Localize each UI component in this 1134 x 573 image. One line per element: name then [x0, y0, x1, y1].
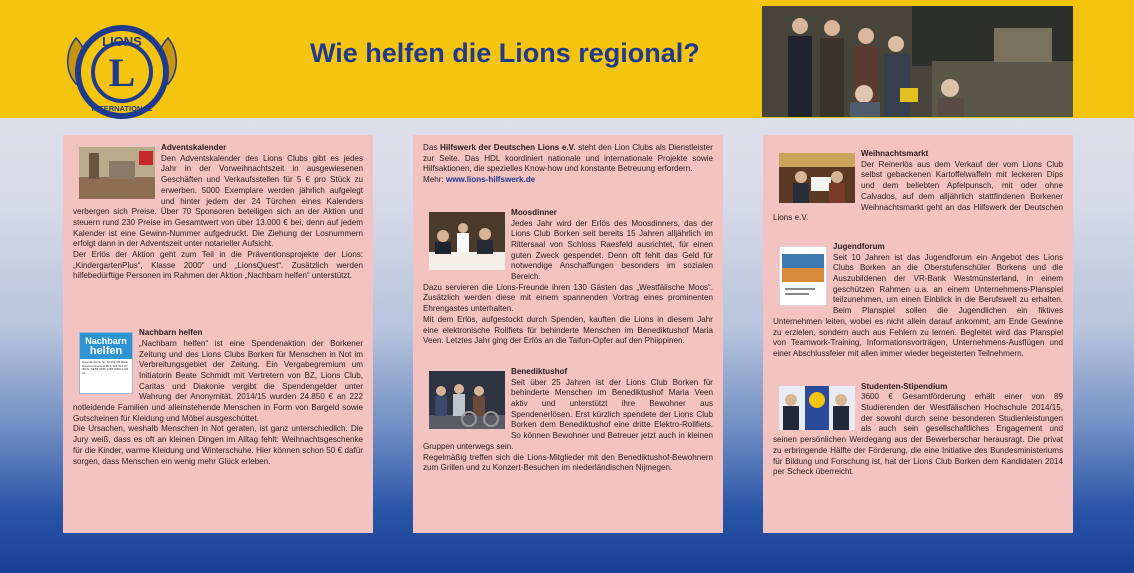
lions-logo [62, 22, 182, 122]
article-nachbarn-helfen [73, 328, 363, 467]
article-weihnachtsmarkt [773, 149, 1063, 224]
text-stipendium: 3600 € Gesamtförderung erhält einer von 89 Studierenden der Westfälischen Hochschule 2014/15, der sowohl durch seine besonderen Studienleistungen als auch sein gesellschaftliches Engagement und seinen persönlichen Werdegang aus der Bewerberschar herausragt. Die privat zu erbringende Hälfte der Förderung, die eine Initiative des Bundesministeriums für Bildung und Forschung ist, hat der Lions Club Borken dem Kandidaten 2014 per Scheck überreicht. [773, 392, 1063, 477]
column-right [763, 135, 1073, 533]
text-adventskalender-2: Der Erlös der Aktion geht zum Teil in die Präventionsprojekte der Lions: „KindergartenPlus“, Klasse 2000“ und „LionsQuest“. Zusätzlich werden hilfebedürftige Personen im Rahmen der Aktion „Nachbarn helfen“ unterstützt. [73, 250, 363, 281]
article-moosdinner [423, 208, 713, 347]
badge-word-1: Nachbarn [85, 336, 127, 347]
stipendium-photo [779, 386, 855, 430]
badge-top-stripe [80, 333, 132, 359]
heading-moosdinner: Moosdinner [511, 207, 557, 217]
text-nachbarn-helfen: „Nachbarn helfen“ ist eine Spendenaktion der Borkener Zeitung und des Lions Clubs Borken für Menschen in Not im Verbreitungsgebiet der Zeitung. Ein Vergabegremium um Initiatorin Beate Schmidt mit Vertretern von BZ, Lions Club, Caritas und Diakonie vergibt die Spendengelder unter Wahrung der Anonymität. 2014/15 wurden 24.850 € an 222 notleidende Familien und alleinstehende Menschen in Form von Bargeld sowie Gutscheinen für Kleidung und Möbel ausgeschüttet. [73, 338, 363, 423]
heading-benediktushof: Benediktushof [511, 366, 568, 376]
text-jugendforum: Seit 10 Jahren ist das Jugendforum ein Angebot des Lions Clubs Borken an die Oberstufenschüler Borkens und die Auszubildenen der VR-Bank Westmünsterland, in einem geschützen Rahmen u.a. an einem Unternehmens-Planspiel teilzunehmen, um einen Einblick in die Berufswelt zu erhalten. Beim Planspiel sollen die Jugendlichen ein fiktives Unternehmen leiten, wobei es nicht allein darauf ankommt, am Ende Gewinne zu erzielen, sondern auch aus Fehlern zu lernen. Begleitet wird das Planspiel von Teamwork-Training, Informationsvorträgen, Unternehmens-Ausflügen und einer Abschlussfeier mit allen immer wieder begeisterten Teilnehmern. [773, 252, 1063, 358]
article-benediktushof [423, 367, 713, 474]
heading-stipendium: Studenten-Stipendium [861, 381, 948, 391]
text-adventskalender: Den Adventskalender des Lions Clubs gibt es jedes Jahr in der Vorweihnachtszeit in ausgewiesenen Geschäften und Verkaufsstellen für 5 € pro Stück zu erwerben. 5000 Exemplare werden jährlich aufgelegt und hinter jedem der 24 Türchen eines Kalenders verbergen sich Preise. Über 70 Sponsoren beteiligen sich an der Aktion und steuern rund 230 Preise im Gesamtwert von über 13.000 € bei, denn auf jedem Kalender ist eine Gewinn-Nummer aufgedruckt. Die Ziehung der Losnummern erfolgt dann in der Adventszeit unter notarieller Aufsicht. [73, 153, 363, 249]
moosdinner-photo [429, 212, 505, 270]
hdl-more [423, 175, 713, 186]
benediktushof-photo [429, 371, 505, 429]
hilfswerk-link[interactable]: www.lions-hilfswerk.de [445, 175, 536, 185]
text-moosdinner-2: Dazu servieren die Lions-Freunde ihren 130 Gästen das „Westfälische Moos“. Zusätzlich werden diese mit einem spannenden Vortrag eines prominenten Ehrengastes unterhalten. [423, 282, 713, 314]
badge-word-2: helfen [89, 345, 123, 358]
heading-weihnachtsmarkt: Weihnachtsmarkt [861, 149, 929, 158]
jugendforum-brochure [779, 246, 827, 306]
logo-top-text: LIONS [102, 34, 142, 49]
hdl-post: steht den Lion Clubs als Dienstleister zur Seite. Das HDL koordiniert nationale und internationale Projekte sowie Hilfsaktionen, die spezielles Know-how und konstante Betreuung erfordern. [423, 143, 713, 174]
text-benediktushof-2: Regelmäßig treffen sich die Lions-Mitglieder mit den Benediktushof-Bewohnern zum Grillen und zu Konzert-Besuchen im niederländischen Nijmegen. [423, 452, 713, 473]
text-moosdinner: Jedes Jahr wird der Erlös des Moosdinners, das der Lions Club Borken seit bereits 15 Jahren alljährlich im Rittersaal von Schloss Raesfeld ausrichtet, für einen guten Zweck gespendet. Denn oft fehlt das Geld für notwendige Anschaffungen besonders im sozialen Bereich. [511, 218, 713, 282]
text-nachbarn-helfen-2: Die Ursachen, weshalb Menschen in Not geraten, ist ganz unterschiedlich. Die Jury weiß, dass es oft an kleinen Dingen im Alltag fehlt: Weihnachtsgeschenke für die Kinder, warme Kleidung und Winterschuhe. Hier können schon 50 € dafür sorgen, dass Menschen ein wenig mehr Glück erleben. [73, 424, 363, 466]
article-stipendium [773, 382, 1063, 478]
heading-jugendforum: Jugendforum [833, 241, 885, 251]
column-left [63, 135, 373, 533]
heading-adventskalender: Adventskalender [161, 143, 227, 152]
logo-letter: L [108, 50, 136, 95]
text-benediktushof: Seit über 25 Jahren ist der Lions Club Borken für behinderte Menschen im Benediktushof Maria Veen aktiv und unterstützt ihre Bewohner aus Spendenerlösen. Erst kürzlich spendete der Lions Club Borken dem Benediktushof eine dritte Elektro-Rollfiets. So können Bewohner und Betreuer jetzt auch in kleinen Gruppen unterwegs sein. [423, 377, 713, 451]
article-adventskalender [73, 143, 363, 282]
text-weihnachtsmarkt: Der Reinerlös aus dem Verkauf der vom Lions Club selbst gebackenen Kartoffelwaffeln mit leckeren Dips und dem beliebten Apfelpunsch, mit oder ohne Calvados, auf dem alljährlich stattfindenen Borkener Weihnachtsmarkt geht an das Hilfswerk der Deutschen Lions e.V. [773, 159, 1063, 223]
text-hilfswerk [423, 143, 713, 175]
badge-small-print: Spendenkonto Nr. 12341 VR-Bank Westmünsterland BLZ 428 613 87 IBAN: DE59 4286 1387 0000 0123 41 [82, 360, 129, 375]
heading-nachbarn-helfen: Nachbarn helfen [139, 328, 203, 338]
logo-bottom-text: INTERNATIONAL [91, 104, 153, 113]
text-moosdinner-3: Mit dem Erlös, aufgestockt durch Spenden, kauften die Lions in diesem Jahr eine elektronische Rollfiets für behinderte Menschen im Benediktushof Maria Veen. Letztes Jahr ging der Erlös an die Taifun-Opfer auf den Phiippinen. [423, 314, 713, 346]
hdl-pre: Das [423, 143, 440, 152]
group-photo [762, 6, 1073, 117]
more-label: Mehr: [423, 175, 446, 185]
hdl-name: Hilfswerk der Deutschen Lions e.V. [439, 143, 576, 152]
article-hilfswerk [423, 143, 713, 186]
advent-calendar-photo [79, 147, 155, 199]
nachbarn-helfen-badge [79, 332, 133, 394]
weihnachtsmarkt-photo [779, 153, 855, 203]
page-title: Wie helfen die Lions regional? [310, 38, 700, 68]
article-jugendforum [773, 242, 1063, 360]
column-middle [413, 135, 723, 533]
